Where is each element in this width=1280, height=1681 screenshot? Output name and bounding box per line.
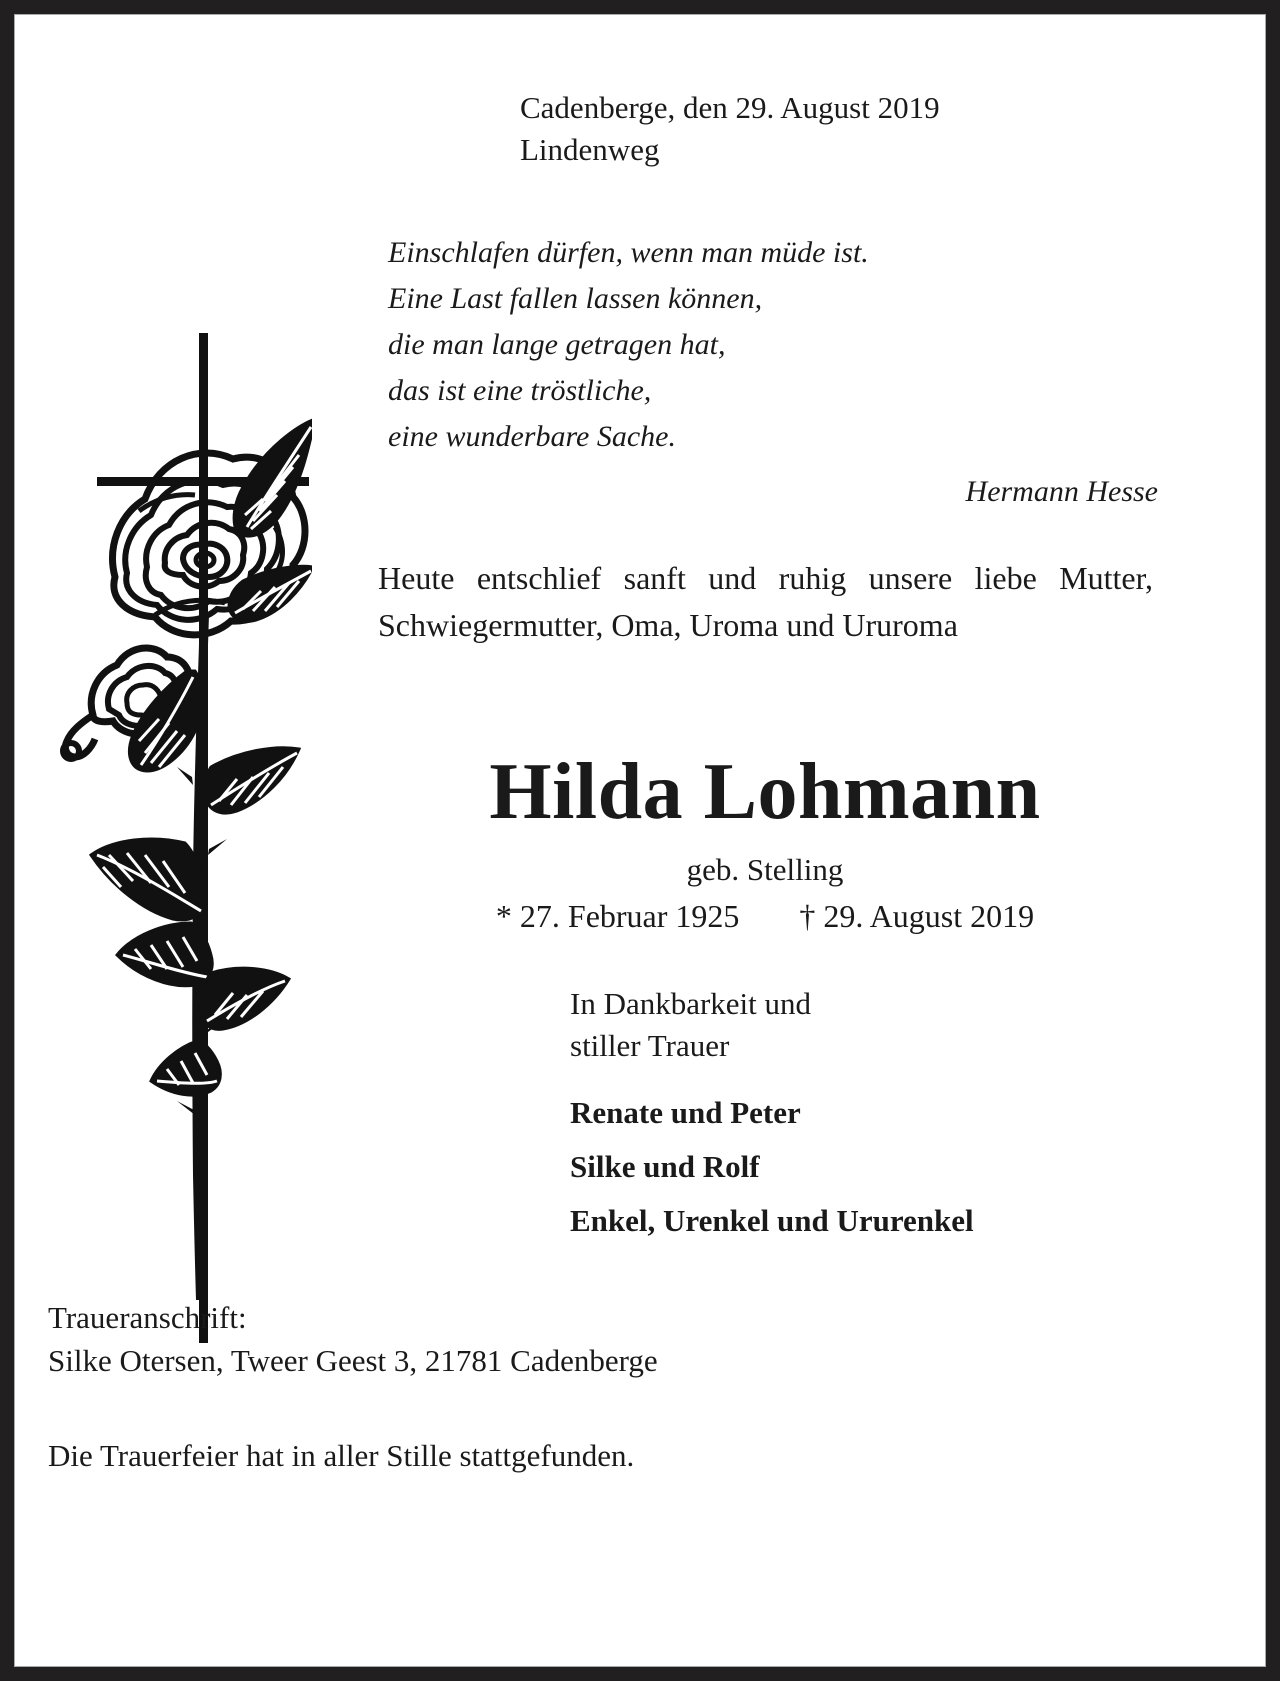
poem-line: die man lange getragen hat, bbox=[388, 327, 726, 361]
died-symbol: † bbox=[799, 898, 816, 934]
cross-with-rose-illustration bbox=[47, 315, 312, 1345]
deceased-name: Hilda Lohmann bbox=[489, 748, 1041, 836]
poem-author: Hermann Hesse bbox=[965, 475, 1158, 509]
poem-line: das ist eine tröstliche, bbox=[388, 373, 652, 407]
rose-icon bbox=[63, 419, 312, 1300]
closing-note: Die Trauerfeier hat in aller Stille stattgefunden. bbox=[48, 1437, 635, 1473]
poem-line: eine wunderbare Sache. bbox=[388, 419, 676, 453]
memorial-poem bbox=[388, 230, 1158, 515]
gratitude-line: stiller Trauer bbox=[570, 1027, 730, 1063]
place-date-line: Cadenberge, den 29. August 2019 bbox=[520, 90, 940, 125]
gratitude-line: In Dankbarkeit und bbox=[570, 986, 812, 1021]
address-label: Traueranschrift: bbox=[48, 1300, 247, 1335]
born-date: 27. Februar 1925 bbox=[519, 898, 740, 934]
address-value: Silke Otersen, Tweer Geest 3, 21781 Cadenberge bbox=[48, 1342, 658, 1378]
announcement-text: Heute entschlief sanft und ruhig unsere liebe Mutter, Schwiegermutter, Oma, Uroma und Ururoma bbox=[378, 560, 1153, 644]
notice-sheet bbox=[14, 14, 1266, 1667]
born-symbol: * bbox=[495, 898, 512, 934]
family-line: Silke und Rolf bbox=[570, 1149, 760, 1184]
place-and-date bbox=[520, 87, 1160, 171]
family-line: Renate und Peter bbox=[570, 1095, 801, 1130]
family-line: Enkel, Urenkel und Ururenkel bbox=[570, 1203, 974, 1238]
poem-line: Einschlafen dürfen, wenn man müde ist. bbox=[388, 236, 869, 269]
poem-line: Eine Last fallen lassen können, bbox=[388, 281, 763, 315]
surviving-family-list bbox=[570, 1097, 1160, 1236]
footer-block bbox=[48, 1297, 1148, 1477]
street-line: Lindenweg bbox=[520, 131, 660, 167]
life-dates bbox=[370, 897, 1160, 935]
maiden-name: geb. Stelling bbox=[686, 852, 844, 887]
died-date: 29. August 2019 bbox=[823, 898, 1035, 934]
gratitude-text bbox=[570, 983, 1150, 1066]
